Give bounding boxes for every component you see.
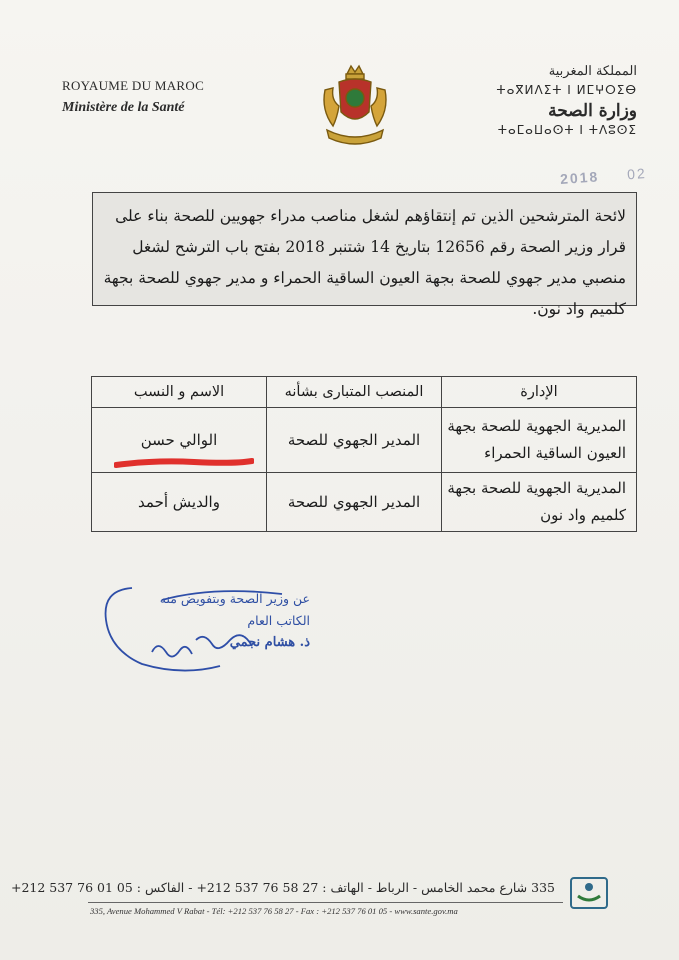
- table-header-row: [92, 377, 637, 408]
- stamp-day: 02: [626, 164, 648, 183]
- signature-block: [160, 588, 310, 654]
- intro-box: لائحة المترشحين الذين تم إنتقاؤهم لشغل مناصب مدراء جهويين للصحة بناء على قرار وزير الصحة رقم 12656 بتاريخ 14 شتنبر 2018 بفتح باب الترشح لشغل منصبي مدير جهوي للصحة بجهة العيون الساقية الحمراء و مدير جهوي للصحة بجهة كلميم واد نون.: [92, 192, 637, 306]
- cell-name: الوالي حسن: [92, 408, 267, 473]
- footer-address-fr: 335, Avenue Mohammed V Rabat - Tél: +212 537 76 58 27 - Fax : +212 537 76 01 05 - www.sante.gov.ma: [90, 906, 458, 916]
- footer-divider: [88, 902, 563, 903]
- footer-address-ar: 335 شارع محمد الخامس - الرباط - الهاتف : 27 58 76 537 212+ - الفاكس : 05 01 76 537 212+: [10, 880, 555, 895]
- col-header-position: المنصب المتبارى بشأنه: [267, 377, 442, 408]
- header-arabic: [477, 64, 637, 137]
- header-ministry-tifinagh: ⵜⴰⵎⴰⵡⴰⵙⵜ ⵏ ⵜⴷⵓⵙⵉ: [497, 123, 637, 137]
- table-row: [92, 473, 637, 532]
- stamp-year: 2018: [559, 168, 600, 188]
- cell-administration: المديرية الجهوية للصحة بجهة العيون الساقية الحمراء: [442, 408, 637, 473]
- candidates-table: [91, 376, 637, 532]
- header-kingdom-fr: ROYAUME DU MAROC: [62, 78, 205, 93]
- cell-position: المدير الجهوي للصحة: [267, 408, 442, 473]
- ministry-logo-icon: [568, 872, 610, 914]
- header-ministry-fr: Ministère de la Santé: [62, 100, 185, 115]
- header-ministry-ar: وزارة الصحة: [548, 101, 637, 121]
- header-french: [62, 78, 242, 116]
- received-stamp: [560, 165, 648, 187]
- col-header-administration: الإدارة: [442, 377, 637, 408]
- header-kingdom-ar: المملكة المغربية: [548, 64, 637, 79]
- signature-line1: عن وزير الصحة وبتفويض منه: [159, 591, 310, 606]
- col-header-name: الاسم و النسب: [92, 377, 267, 408]
- cell-name: والديش أحمد: [92, 473, 267, 532]
- signature-line2: الكاتب العام: [247, 613, 310, 628]
- signature-line3: ذ. هشام نجمي: [229, 635, 310, 650]
- cell-position: المدير الجهوي للصحة: [267, 473, 442, 532]
- red-marker-underline: [114, 456, 254, 470]
- header-kingdom-tifinagh: ⵜⴰⴳⵍⴷⵉⵜ ⵏ ⵍⵎⵖⵔⵉⴱ: [496, 83, 637, 97]
- cell-administration: المديرية الجهوية للصحة بجهة كلميم واد نون: [442, 473, 637, 532]
- coat-of-arms-emblem: [315, 60, 395, 155]
